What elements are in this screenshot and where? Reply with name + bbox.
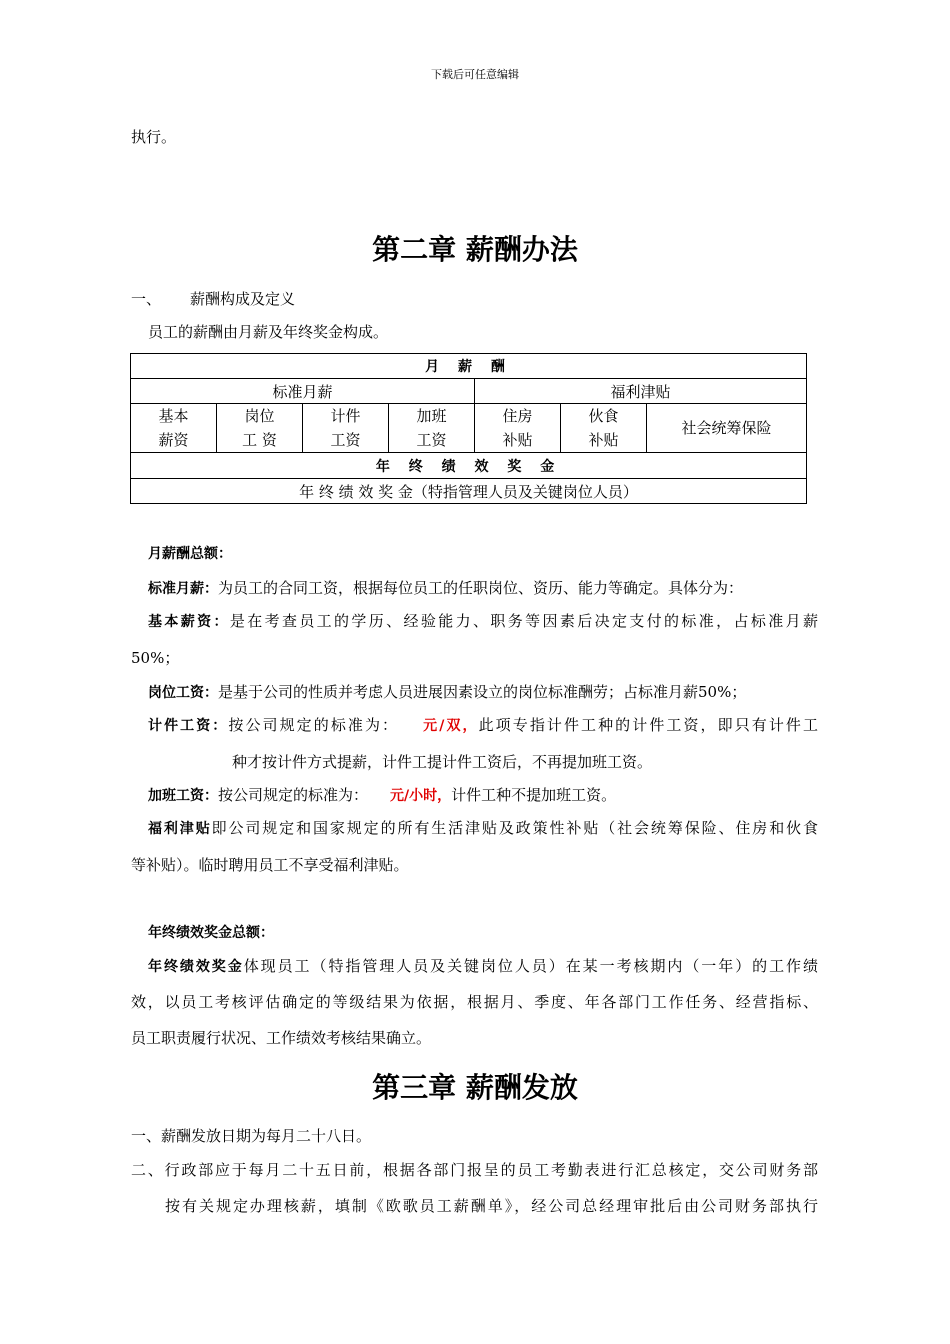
piece-continuation: 种才按计件方式提薪，计件工提计件工资后，不再提加班工资。 <box>232 753 653 771</box>
overtime-paragraph: 加班工资：按公司规定的标准为： 元/小时，计件工种不提加班工资。 <box>148 786 617 804</box>
section1-number: 一、 <box>131 290 162 308</box>
composition-line: 员工的薪酬由月薪及年终奖金构成。 <box>148 323 389 341</box>
pay-item-2-line1: 二、行政部应于每月二十五日前，根据各部门报呈的员工考勤表进行汇总核定，交公司财务部 <box>131 1161 818 1179</box>
table-cell-social: 社会统筹保险 <box>647 404 807 453</box>
table-monthly-header: 月 薪 酬 <box>131 354 807 379</box>
table-annual-header: 年 终 绩 效 奖 金 <box>131 453 807 479</box>
welfare-paragraph: 福利津贴即公司规定和国家规定的所有生活津贴及政策性补贴（社会统筹保险、住房和伙食 <box>148 819 818 837</box>
basic-continuation: 50%； <box>131 649 180 667</box>
piece-paragraph: 计件工资：按公司规定的标准为： 元/双，此项专指计件工种的计件工资，即只有计件工 <box>148 716 818 734</box>
table-annual-detail: 年 终 绩 效 奖 金（特指管理人员及关键岗位人员） <box>131 479 807 504</box>
intro-line: 执行。 <box>131 128 177 146</box>
annual-total-heading: 年终绩效奖金总额： <box>148 925 274 941</box>
salary-table <box>130 353 807 504</box>
table-welfare-header: 福利津贴 <box>475 379 807 404</box>
section1-title: 薪酬构成及定义 <box>190 290 296 308</box>
annual-paragraph-line2: 效，以员工考核评估确定的等级结果为依据，根据月、季度、年各部门工作任务、经营指标、 <box>131 993 818 1011</box>
monthly-total-heading: 月薪酬总额： <box>148 546 232 562</box>
table-cell-meal: 伙食 补贴 <box>561 404 647 453</box>
standard-paragraph: 标准月薪：为员工的合同工资，根据每位员工的任职岗位、资历、能力等确定。具体分为： <box>148 579 744 597</box>
chapter3-title: 第三章 薪酬发放 <box>372 1071 578 1104</box>
table-cell-piece: 计件 工资 <box>303 404 389 453</box>
table-cell-basic: 基本 薪资 <box>131 404 217 453</box>
page-header: 下载后可任意编辑 <box>431 68 519 81</box>
basic-paragraph: 基本薪资：是在考查员工的学历、经验能力、职务等因素后决定支付的标准，占标准月薪 <box>148 612 818 630</box>
post-paragraph: 岗位工资：是基于公司的性质并考虑人员进展因素设立的岗位标准酬劳；占标准月薪50%； <box>148 683 747 701</box>
annual-paragraph-line1: 年终绩效奖金体现员工（特指管理人员及关键岗位人员）在某一考核期内（一年）的工作绩 <box>148 957 819 975</box>
table-cell-housing: 住房 补贴 <box>475 404 561 453</box>
pay-item-1: 一、薪酬发放日期为每月二十八日。 <box>131 1127 372 1145</box>
welfare-continuation: 等补贴）。临时聘用员工不享受福利津贴。 <box>131 856 409 874</box>
chapter2-title: 第二章 薪酬办法 <box>372 233 578 266</box>
table-cell-post: 岗位 工 资 <box>217 404 303 453</box>
table-cell-overtime: 加班 工资 <box>389 404 475 453</box>
pay-item-2-line2: 按有关规定办理核薪，填制《欧歌员工薪酬单》，经公司总经理审批后由公司财务部执行 <box>165 1197 818 1215</box>
annual-paragraph-line3: 员工职责履行状况、工作绩效考核结果确立。 <box>131 1029 432 1047</box>
table-standard-header: 标准月薪 <box>131 379 475 404</box>
